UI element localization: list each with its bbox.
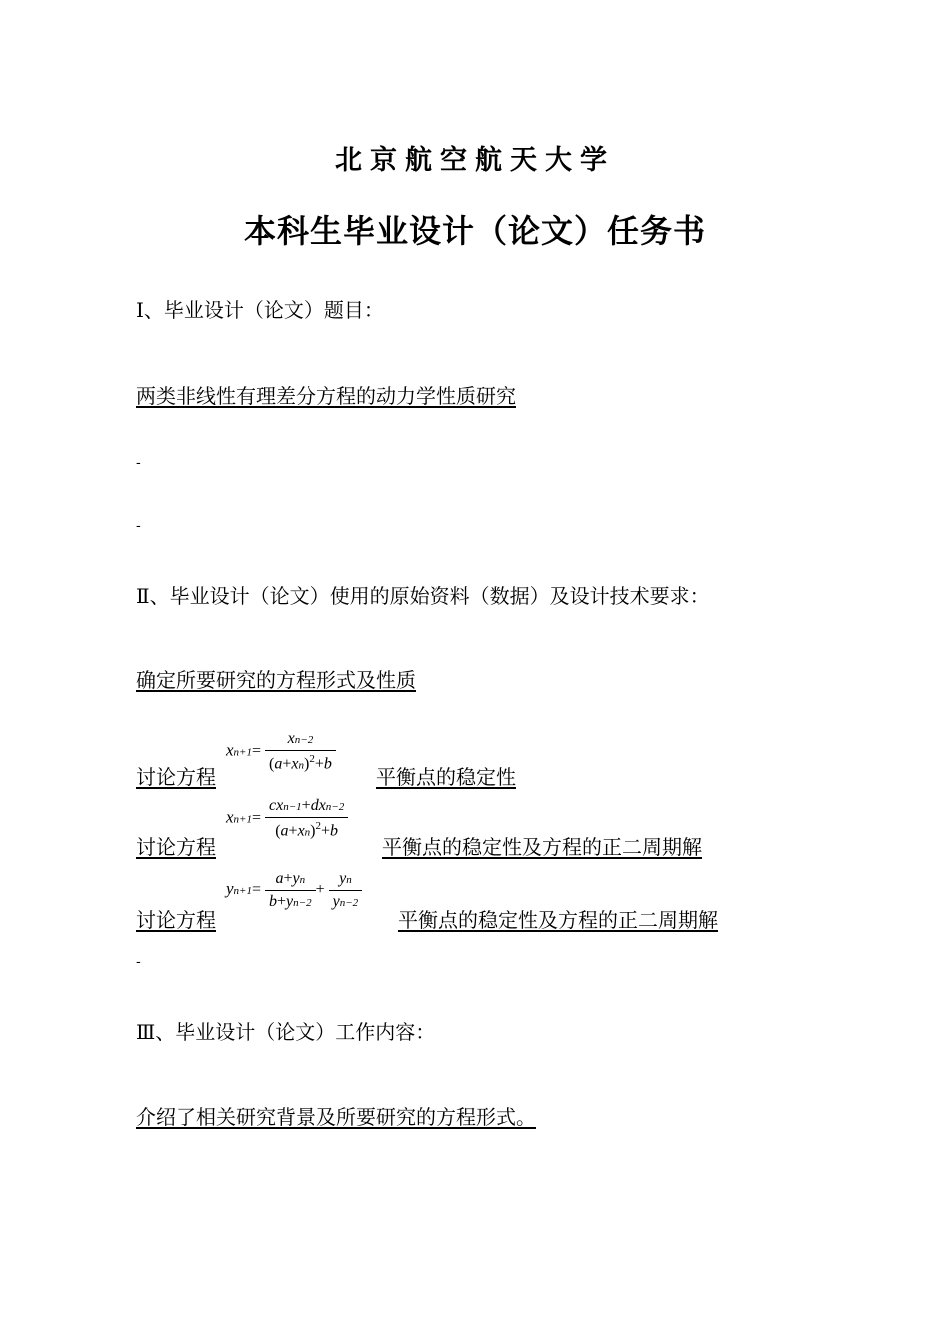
section3-heading: Ⅲ、毕业设计（论文）工作内容： (136, 1020, 436, 1044)
requirement-item-suffix: 平衡点的稳定性及方程的正二周期解 (398, 908, 718, 932)
section2-heading: Ⅱ、毕业设计（论文）使用的原始资料（数据）及设计技术要求： (136, 584, 710, 608)
equation-2: xn+1= $\frac{\text{cxn−1+dxn−2}}{(a+xn)^2+b}$ (226, 797, 348, 840)
work-content: 介绍了相关研究背景及所要研究的方程形式。 (136, 1105, 536, 1129)
requirement-item-suffix: 平衡点的稳定性 (376, 765, 516, 789)
requirement-item-prefix: 讨论方程 (136, 765, 216, 789)
requirement-item-prefix: 讨论方程 (136, 835, 216, 859)
requirement-item: 确定所要研究的方程形式及性质 (136, 668, 416, 692)
university-name: 北京航空航天大学 (335, 145, 615, 176)
dash-line: - (136, 455, 141, 471)
thesis-topic: 两类非线性有理差分方程的动力学性质研究 (136, 384, 516, 408)
document-title: 本科生毕业设计（论文）任务书 (243, 212, 706, 250)
requirement-item-suffix: 平衡点的稳定性及方程的正二周期解 (382, 835, 702, 859)
equation-1: xn+1= $\frac{xn-2}{(a+xn)^2+b}$ (226, 730, 336, 773)
dash-line: - (136, 518, 141, 534)
equation-3: yn+1= $\frac{a+yn}{b+yn-2}$ + $\frac{yn}{yn-2}$ (226, 870, 362, 911)
dash-line: - (136, 954, 141, 970)
section1-heading: Ⅰ、毕业设计（论文）题目： (136, 298, 384, 322)
requirement-item-prefix: 讨论方程 (136, 908, 216, 932)
